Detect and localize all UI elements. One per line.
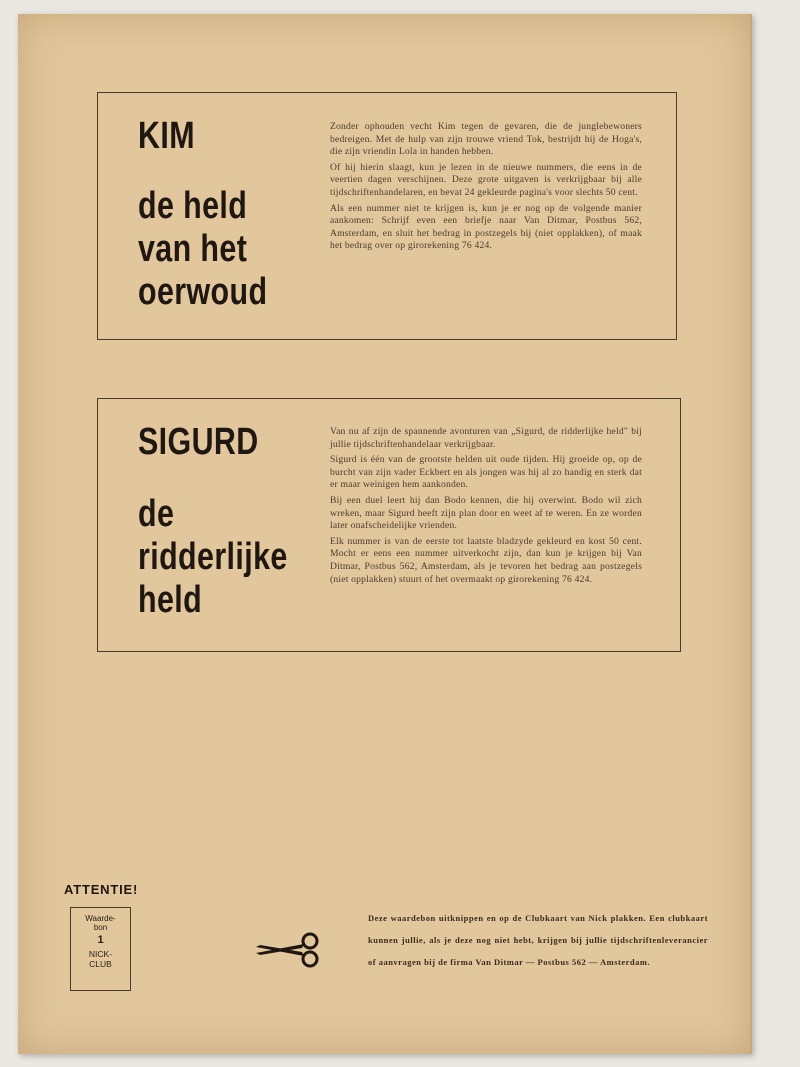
coupon-instructions: Deze waardebon uitknippen en op de Clubkaart van Nick plakken. Een clubkaart kunnen jullie, als je deze nog niet hebt, krijgen bij jullie tijdschriftenleverancier of aanvragen bij de firma Van Ditmar — Postbus 562 — Amsterdam. <box>368 913 708 967</box>
sigurd-ad-box <box>97 398 681 652</box>
kim-subtitle <box>138 185 267 314</box>
value-coupon[interactable] <box>70 907 131 991</box>
sigurd-description <box>330 426 642 589</box>
kim-subtitle-line: van het <box>138 228 248 270</box>
sigurd-subtitle <box>138 493 288 622</box>
kim-subtitle-line: oerwoud <box>138 271 268 313</box>
attention-heading: ATTENTIE! <box>64 882 139 897</box>
kim-description <box>330 121 642 256</box>
sigurd-paragraph: Elk nummer is van de eerste tot laatste bladzyde gekleurd en kost 50 cent. Mocht er eens een nummer uitverkocht zijn, dan kun je krijgen bij Van Ditmar, Postbus 562, Amsterdam, als je tevoren het bedrag aan postzegels (niet opplakken) stuurt of het overmaakt op girorekening 76 424. <box>330 535 642 585</box>
kim-title: KIM <box>138 115 195 157</box>
sigurd-paragraph: Sigurd is één van de grootste helden uit oude tijden. Hij groeide op, op de burcht van zijn vader Eckbert en als jongen was hij al zo handig en sterk dat er maar weinigen hem aankonden. <box>330 454 642 491</box>
kim-paragraph: Zonder ophouden vecht Kim tegen de gevaren, die de junglebewoners bedreigen. Met de hulp van zijn trouwe vriend Tok, bestrijdt hij de Hoga's, die zijn vriendin Lola in handen hebben. <box>330 121 642 158</box>
sigurd-subtitle-line: ridderlijke <box>138 536 288 578</box>
sigurd-paragraph: Van nu af zijn de spannende avonturen van „Sigurd, de ridderlijke held" bij jullie tijdschriftenhandelaar verkrijgbaar. <box>330 426 642 450</box>
sigurd-subtitle-line: held <box>138 579 203 621</box>
sigurd-subtitle-line: de <box>138 493 175 535</box>
scissors-icon <box>254 930 324 970</box>
coupon-label-line: Waarde- <box>85 914 116 923</box>
coupon-club-line: CLUB <box>89 959 112 969</box>
kim-paragraph: Als een nummer niet te krijgen is, kun je er nog op de volgende manier aankomen: Schrijf even een briefje naar Van Ditmar, Postbus 562, Amsterdam, en sluit het bedrag in postzegels bij (niet opplakken), of maak het bedrag over op girorekening 76 424. <box>330 202 642 252</box>
kim-subtitle-line: de held <box>138 185 248 227</box>
coupon-label-line: bon <box>93 923 108 932</box>
kim-paragraph: Of hij hierin slaagt, kun je lezen in de nieuwe nummers, die eens in de veertien dagen verschijnen. Deze grote uitgaven is verkrijgbaar bij alle tijdschriftenhandelaren, en bevat 24 gekleurde pagina's voor slechts 50 cent. <box>330 161 642 198</box>
coupon-number: 1 <box>97 934 104 946</box>
sigurd-title: SIGURD <box>138 421 259 463</box>
sigurd-paragraph: Bij een duel leert hij dan Bodo kennen, die hij overwint. Bodo wil zich wreken, maar Sigurd heeft zijn plan door en weet af te weren. En ze worden later onafscheidelijke vrienden. <box>330 494 642 532</box>
kim-ad-box <box>97 92 677 340</box>
coupon-club-line: NICK- <box>88 949 113 959</box>
magazine-page <box>18 14 752 1054</box>
